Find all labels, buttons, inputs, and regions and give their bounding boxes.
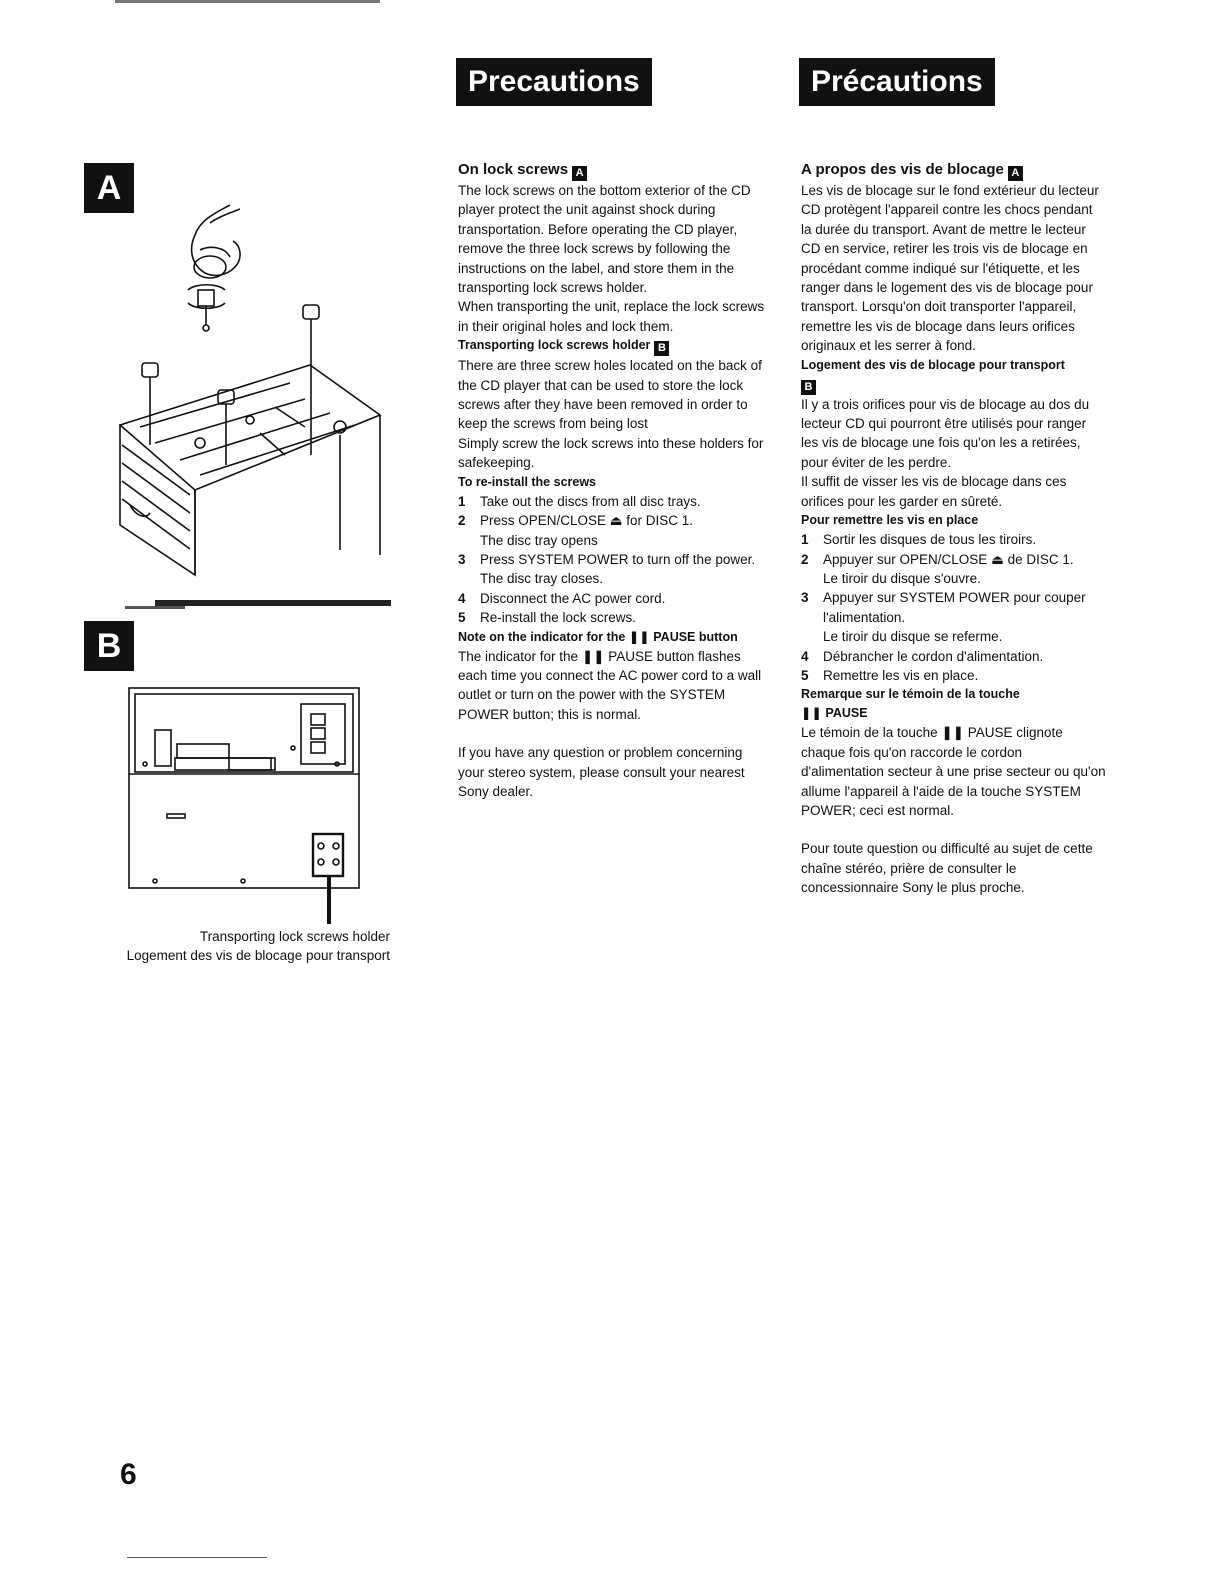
step-item: 1 Take out the discs from all disc trays. <box>458 493 701 509</box>
step-item: 4 Débrancher le cordon d'alimentation. <box>801 648 1044 664</box>
step-item: 4 Disconnect the AC power cord. <box>458 590 666 606</box>
paragraph: Les vis de blocage sur le fond extérieur du lecteur CD protègent l'appareil contre les chocs pendant la durée du transport. Avant de mettre le lecteur CD en service, retirer les trois vis de blocage en procédant comme indiqué sur l'étiquette, et les ranger dans le logement des vis de blocage pour transport. Lorsqu'on doit transporter l'appareil, remettre les vis de blocage dans leurs orifices originaux et les serrer à fond. <box>801 183 1099 354</box>
figure-ref-badge: A <box>1008 166 1023 181</box>
french-column <box>801 160 1106 898</box>
section-heading-temoin: Remarque sur le témoin de la touche ❚❚ PAUSE <box>801 687 1020 721</box>
section-heading-holder: Transporting lock screws holder B <box>458 336 770 356</box>
figure-a-illustration <box>100 195 400 580</box>
figure-ref-badge: B <box>654 341 669 356</box>
step-item: 2 Press OPEN/CLOSE ⏏ for DISC 1. The disc tray opens <box>458 513 694 548</box>
banner-precautions: Precautions <box>456 58 652 106</box>
page-number: 6 <box>120 1458 137 1491</box>
scan-artifact <box>115 0 380 3</box>
section-heading-pause-note: Note on the indicator for the ❚❚ PAUSE button <box>458 629 738 644</box>
figure-ref-badge: A <box>572 166 587 181</box>
section-heading-logement: Logement des vis de blocage pour transport B <box>801 357 1065 393</box>
banner-precautions-fr: Précautions <box>799 58 995 106</box>
closing-paragraph: If you have any question or problem concerning your stereo system, please consult your nearest Sony dealer. <box>458 745 745 799</box>
step-item: 3 Press SYSTEM POWER to turn off the power. The disc tray closes. <box>458 551 756 587</box>
figure-b-illustration <box>125 686 365 931</box>
section-heading-lock-screws: On lock screws A <box>458 160 770 181</box>
paragraph: When transporting the unit, replace the lock screws in their original holes and lock them. <box>458 299 765 334</box>
figure-ref-badge: B <box>801 380 816 395</box>
figure-b-badge: B <box>84 621 134 671</box>
closing-paragraph: Pour toute question ou difficulté au sujet de cette chaîne stéréo, prière de consulter le concessionnaire Sony le plus proche. <box>801 841 1093 896</box>
figure-caption-fr: Logement des vis de blocage pour transport <box>126 948 390 963</box>
paragraph: There are three screw holes located on the back of the CD player that can be used to store the lock screws after they have been removed in order to keep the screws from being lost <box>458 358 762 432</box>
english-column <box>458 160 770 801</box>
section-heading-remettre: Pour remettre les vis en place <box>801 513 979 528</box>
section-heading-reinstall: To re-install the screws <box>458 474 597 489</box>
step-item: 2 Appuyer sur OPEN/CLOSE ⏏ de DISC 1. Le tiroir du disque s'ouvre. <box>801 551 1074 586</box>
paragraph: Il suffit de visser les vis de blocage dans ces orifices pour les garder en sûreté. <box>801 474 1067 509</box>
step-item: 3 Appuyer sur SYSTEM POWER pour couper l'alimentation. Le tiroir du disque se referme. <box>801 590 1086 645</box>
step-item: 5 Remettre les vis en place. <box>801 667 979 683</box>
step-item: 1 Sortir les disques de tous les tiroirs. <box>801 532 1037 548</box>
paragraph: Le témoin de la touche ❚❚ PAUSE clignote chaque fois qu'on raccorde le cordon d'alimentation secteur à une prise secteur ou qu'on allume l'appareil à l'aide de la touche SYSTEM POWER; ceci est normal. <box>801 725 1106 818</box>
paragraph: Simply screw the lock screws into these holders for safekeeping. <box>458 435 764 471</box>
scan-artifact-line <box>127 1557 267 1558</box>
paragraph: Il y a trois orifices pour vis de blocage au dos du lecteur CD qui pourront être utilisés pour ranger les vis de blocage une fois qu'on les a retirées, pour éviter de les perdre. <box>801 396 1090 470</box>
figure-a-badge: A <box>84 163 134 213</box>
paragraph: The indicator for the ❚❚ PAUSE button flashes each time you connect the AC power cord to a wall outlet or turn on the power with the SYSTEM POWER button; this is normal. <box>458 648 762 722</box>
figure-caption-en: Transporting lock screws holder <box>199 929 390 944</box>
tear-line-decoration <box>95 596 395 616</box>
step-item: 5 Re-install the lock screws. <box>458 610 637 626</box>
section-heading-vis-blocage: A propos des vis de blocage A <box>801 160 1106 181</box>
paragraph: The lock screws on the bottom exterior of the CD player protect the unit against shock during transportation. Before operating the CD player, remove the three lock screws by following the instructions on the label, and store them in the transporting lock screws holder. <box>458 183 751 296</box>
